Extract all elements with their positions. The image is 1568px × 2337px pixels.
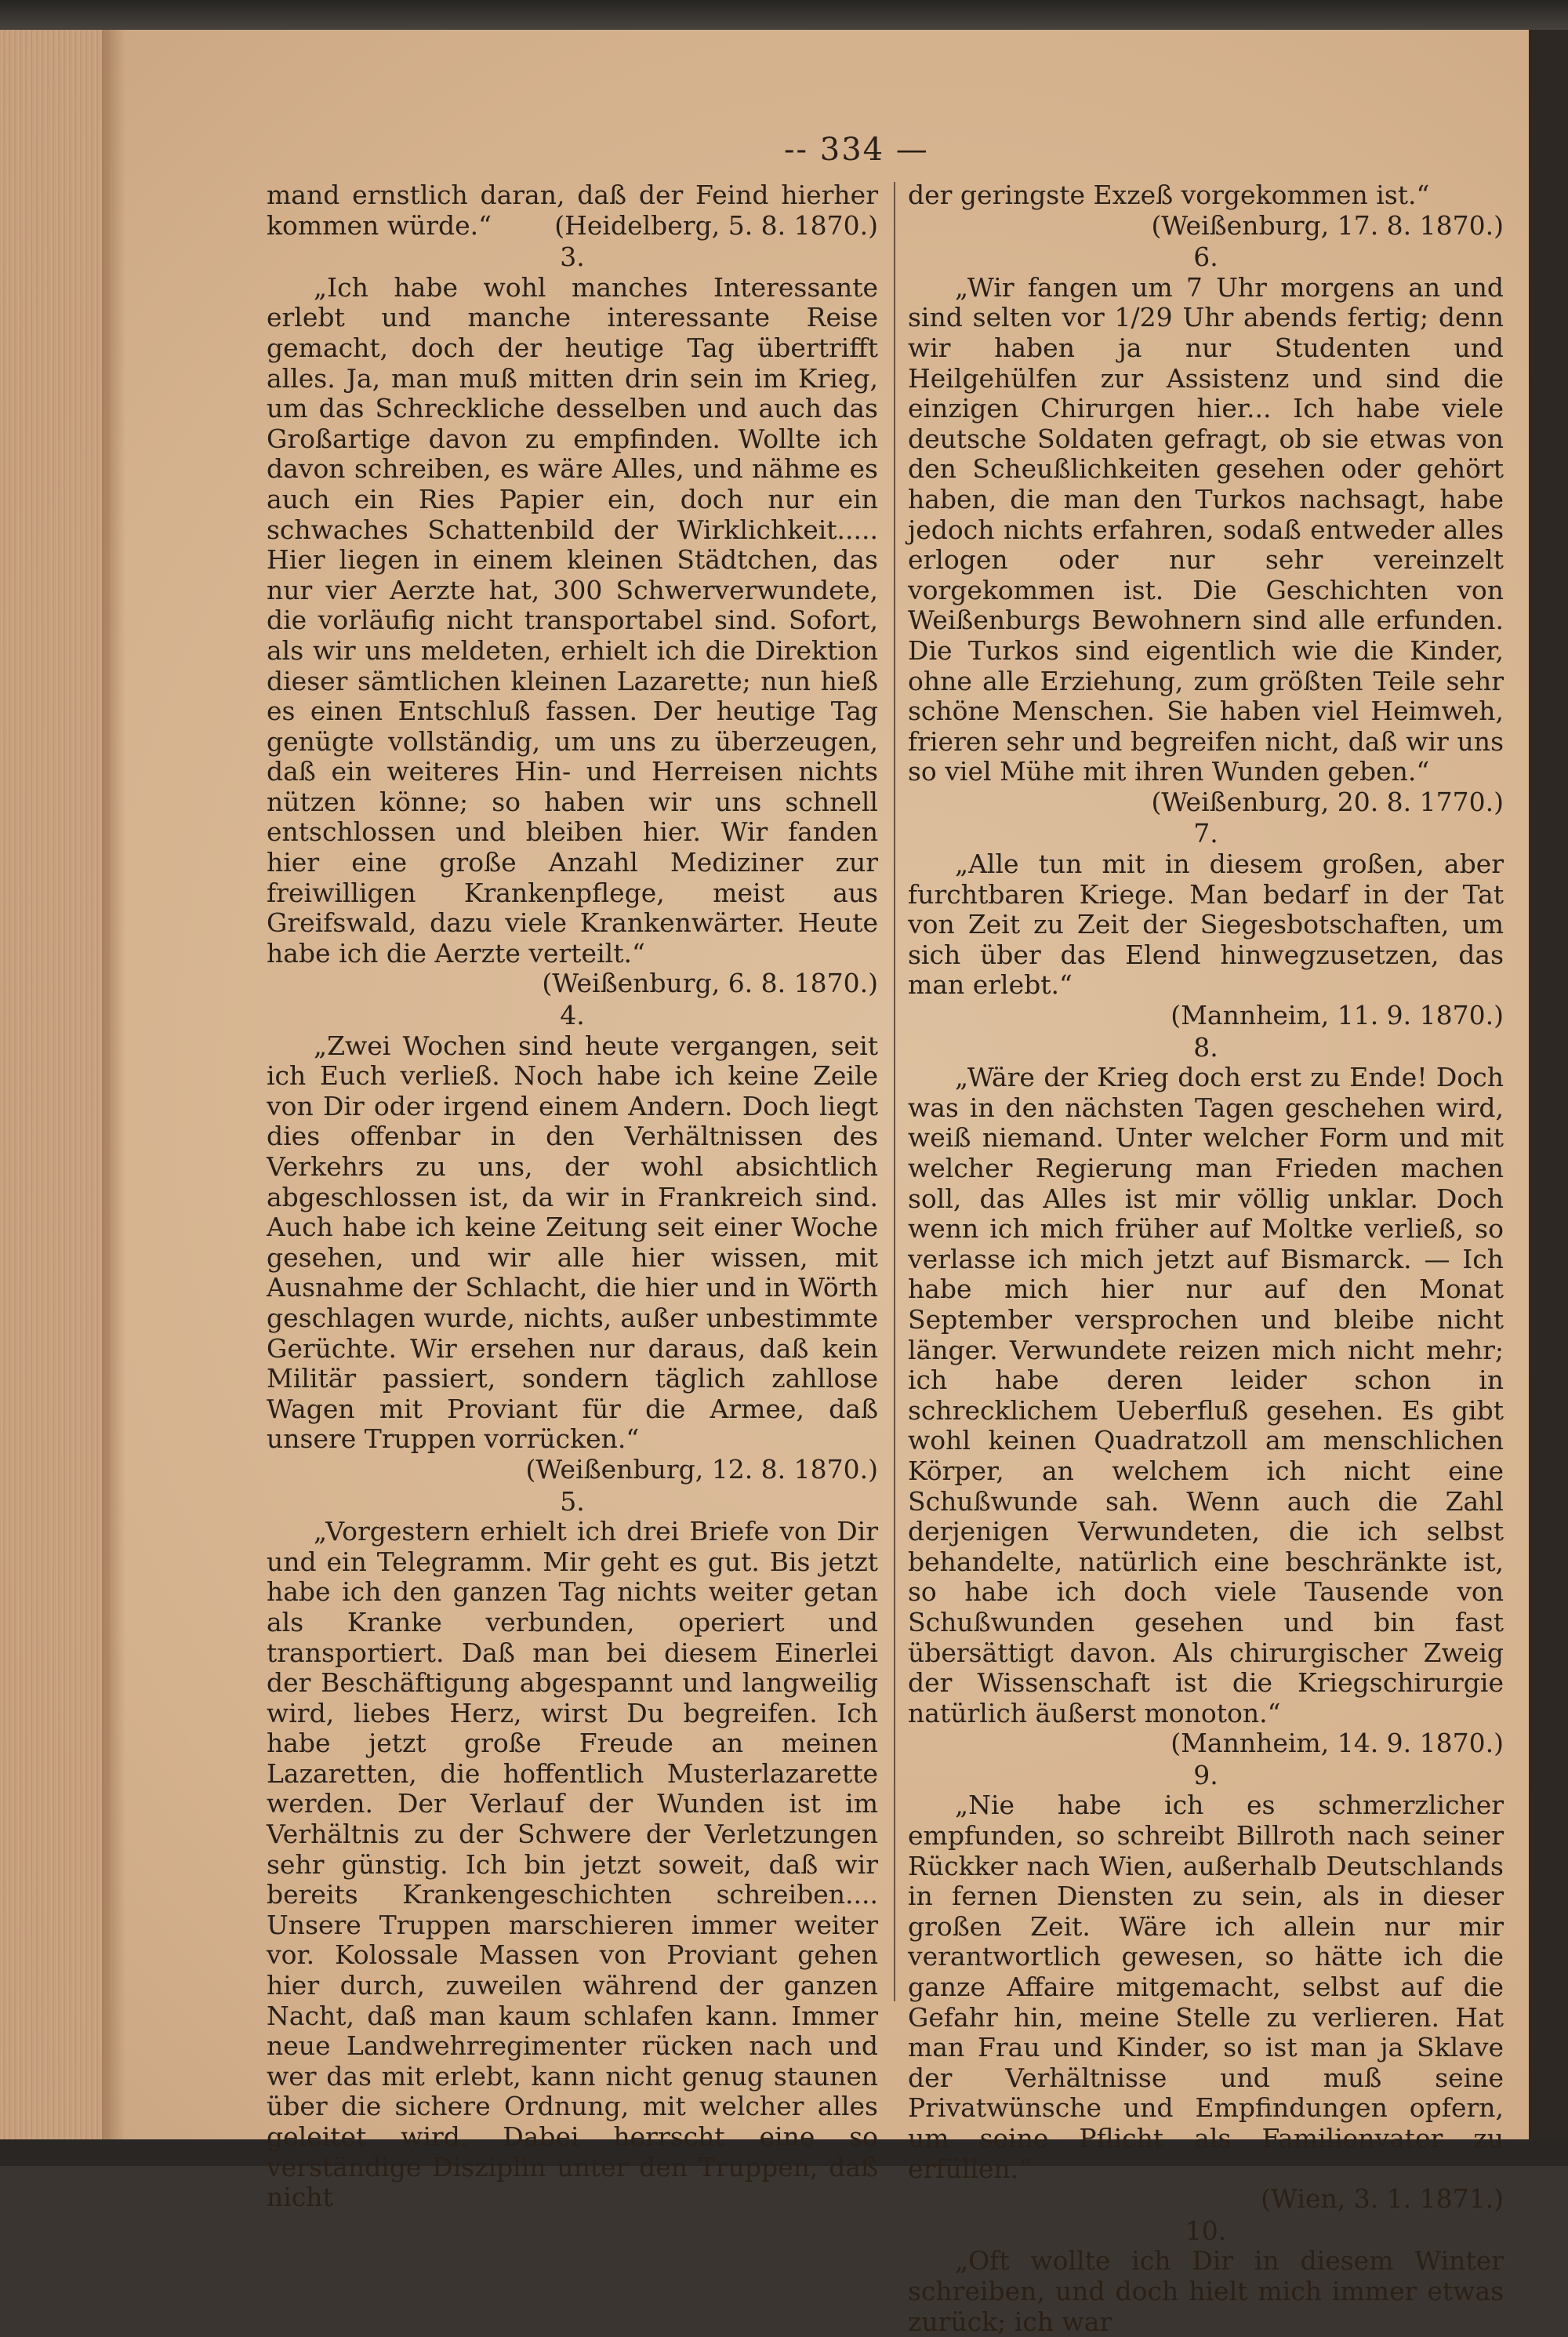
- letter-number: 3.: [560, 242, 585, 273]
- right-column: [908, 180, 1504, 2337]
- letter-dateline: (Weißenburg, 20. 8. 1770.): [1151, 786, 1504, 817]
- letter-dateline: (Weißenburg, 17. 8. 1870.): [1151, 209, 1504, 241]
- letter-dateline: (Mannheim, 14. 9. 1870.): [1171, 1728, 1504, 1759]
- letter-dateline: (Weißenburg, 12. 8. 1870.): [525, 1453, 878, 1485]
- letter-number: 6.: [1193, 242, 1218, 273]
- letter-text: „Vorgestern erhielt ich drei Briefe von Dir und ein Telegramm. Mir geht es gut. Bis jetzt habe ich den ganzen Tag nichts weiter getan als Kranke verbunden, operiert und transportiert. Daß man bei diesem Einerlei der Beschäftigung abgespannt und langweilig wird, liebes Herz, wirst Du begreifen. Ich habe jetzt große Freude an meinen Lazaretten, die hoffentlich Musterlazarette werden. Der Verlauf der Wunden ist im Verhältnis zu der Schwere der Verletzungen sehr günstig. Ich bin jetzt soweit, daß wir bereits Krankengeschichten schreiben.... Unsere Truppen marschieren immer weiter vor. Kolossale Massen von Proviant gehen hier durch, zuweilen während der ganzen Nacht, daß man kaum schlafen kann. Immer neue Landwehrregimenter rücken nach und wer das mit erlebt, kann nicht genug staunen über die sichere Ordnung, mit welcher alles geleitet wird. Dabei herrscht eine so verständige Disziplin unter den Truppen, daß nicht: [267, 1516, 878, 2213]
- letter-number: 9.: [1193, 1759, 1218, 1790]
- page-edges: [0, 30, 110, 2139]
- letter-number: 7.: [1193, 818, 1218, 849]
- letter-dateline: (Heidelberg, 5. 8. 1870.): [554, 209, 878, 241]
- page-number: -- 334 —: [784, 132, 929, 168]
- letter-text: „Alle tun mit in diesem großen, aber furchtbaren Kriege. Man bedarf in der Tat von Zeit zu Zeit der Siegesbotschaften, um sich über das Elend hinwegzusetzen, das man erlebt.“: [908, 849, 1504, 1001]
- book-cover-edge: [1529, 30, 1568, 2139]
- paragraph-continued: der geringste Exzeß vorgekommen ist.“: [908, 180, 1430, 210]
- letter-number: 5.: [560, 1485, 585, 1517]
- letter-dateline: (Mannheim, 11. 9. 1870.): [1171, 1000, 1504, 1031]
- binding-gutter: [102, 30, 125, 2139]
- letter-dateline: (Weißenburg, 6. 8. 1870.): [542, 968, 878, 999]
- letter-number: 4.: [560, 1000, 585, 1031]
- letter-text: „Nie habe ich es schmerzlicher empfunden, so schreibt Billroth nach seiner Rückker nach Wien, außerhalb Deutschlands in fernen Diensten zu sein, als in dieser großen Zeit. Wäre ich allein nur mir verantwortlich gewesen, so hätte ich die ganze Affaire mitgemacht, selbst auf die Gefahr hin, meine Stelle zu verlieren. Hat man Frau und Kinder, so ist man ja Sklave der Verhältnisse und muß seine Privatwünsche und Empfindungen opfern, um seine Pflicht als Familienvater zu erfüllen.“: [908, 1790, 1504, 2184]
- letter-number: 8.: [1193, 1031, 1218, 1063]
- left-column: [267, 180, 878, 2213]
- letter-dateline: (Wien, 3. 1. 1871.): [1261, 2183, 1504, 2215]
- paragraph-continued: mand ernstlich daran, daß der Feind hierher kommen würde.“ (Heidelberg, 5. 8. 1870.): [267, 180, 878, 241]
- letter-text: „Zwei Wochen sind heute vergangen, seit ich Euch verließ. Noch habe ich keine Zeile von Dir oder irgend einem Andern. Doch liegt dies offenbar in den Verhältnissen des Verkehrs zu uns, der wohl absichtlich abgeschlossen ist, da wir in Frankreich sind. Auch habe ich keine Zeitung seit einer Woche gesehen, und wir alle hier wissen, mit Ausnahme der Schlacht, die hier und in Wörth geschlagen wurde, nichts, außer unbestimmte Gerüchte. Wir ersehen nur daraus, daß kein Militär passiert, sondern täglich zahllose Wagen mit Proviant für die Armee, daß unsere Truppen vorrücken.“: [267, 1030, 878, 1455]
- letter-text: „Wäre der Krieg doch erst zu Ende! Doch was in den nächsten Tagen geschehen wird, weiß niemand. Unter welcher Form und mit welcher Regierung man Frieden machen soll, das Alles ist mir völlig unklar. Doch wenn ich mich früher auf Moltke verließ, so verlasse ich mich jetzt auf Bismarck. — Ich habe mich hier nur auf den Monat September versprochen und bleibe nicht länger. Verwundete reizen mich nicht mehr; ich habe deren leider schon in schrecklichem Ueberfluß gesehen. Es gibt wohl keinen Quadratzoll am menschlichen Körper, an welchem ich nicht eine Schußwunde sah. Wenn auch die Zahl derjenigen Verwundeten, die ich selbst behandelte, natürlich eine beschränkte ist, so habe ich doch viele Tausende von Schußwunden gesehen und bin fast übersättigt davon. Als chirurgischer Zweig der Wissenschaft ist die Kriegschirurgie natürlich äußerst monoton.“: [908, 1062, 1504, 1728]
- scan-top-border: [0, 0, 1568, 33]
- letter-text: „Oft wollte ich Dir in diesem Winter schreiben, und doch hielt mich immer etwas zurück; ich war: [908, 2245, 1504, 2337]
- letter-text: „Ich habe wohl manches Interessante erlebt und manche interessante Reise gemacht, doch der heutige Tag übertrifft alles. Ja, man muß mitten drin sein im Krieg, um das Schreckliche desselben und auch das Großartige davon zu empfinden. Wollte ich davon schreiben, es wäre Alles, und nähme es auch ein Ries Papier ein, doch nur ein schwaches Schattenbild der Wirklichkeit..... Hier liegen in einem kleinen Städtchen, das nur vier Aerzte hat, 300 Schwerverwundete, die vorläufig nicht transportabel sind. Sofort, als wir uns meldeten, erhielt ich die Direktion dieser sämtlichen kleinen Lazarette; nun hieß es einen Entschluß fassen. Der heutige Tag genügte vollständig, um uns zu überzeugen, daß ein weiteres Hin- und Herreisen nichts nützen könne; so haben wir uns schnell entschlossen und bleiben hier. Wir fanden hier eine große Anzahl Mediziner zur freiwilligen Krankenpflege, meist aus Greifswald, dazu viele Krankenwärter. Heute habe ich die Aerzte verteilt.“: [267, 271, 878, 969]
- letter-text: „Wir fangen um 7 Uhr morgens an und sind selten vor 1/29 Uhr abends fertig; denn wir haben ja nur Studenten und Heilgehülfen zur Assistenz und sind die einzigen Chirurgen hier... Ich habe viele deutsche Soldaten gefragt, ob sie etwas von den Scheußlichkeiten gesehen oder gehört haben, die man den Turkos nachsagt, habe jedoch nichts erfahren, sodaß entweder alles erlogen oder nur sehr vereinzelt vorgekommen ist. Die Geschichten von Weißenburgs Bewohnern sind alle erfunden. Die Turkos sind eigentlich wie die Kinder, ohne alle Erziehung, zum größten Teile sehr schöne Menschen. Sie haben viel Heimweh, frieren sehr und begreifen nicht, daß wir uns so viel Mühe mit ihren Wunden geben.“: [908, 271, 1504, 787]
- column-divider: [894, 182, 895, 2001]
- letter-number: 10.: [1185, 2215, 1227, 2246]
